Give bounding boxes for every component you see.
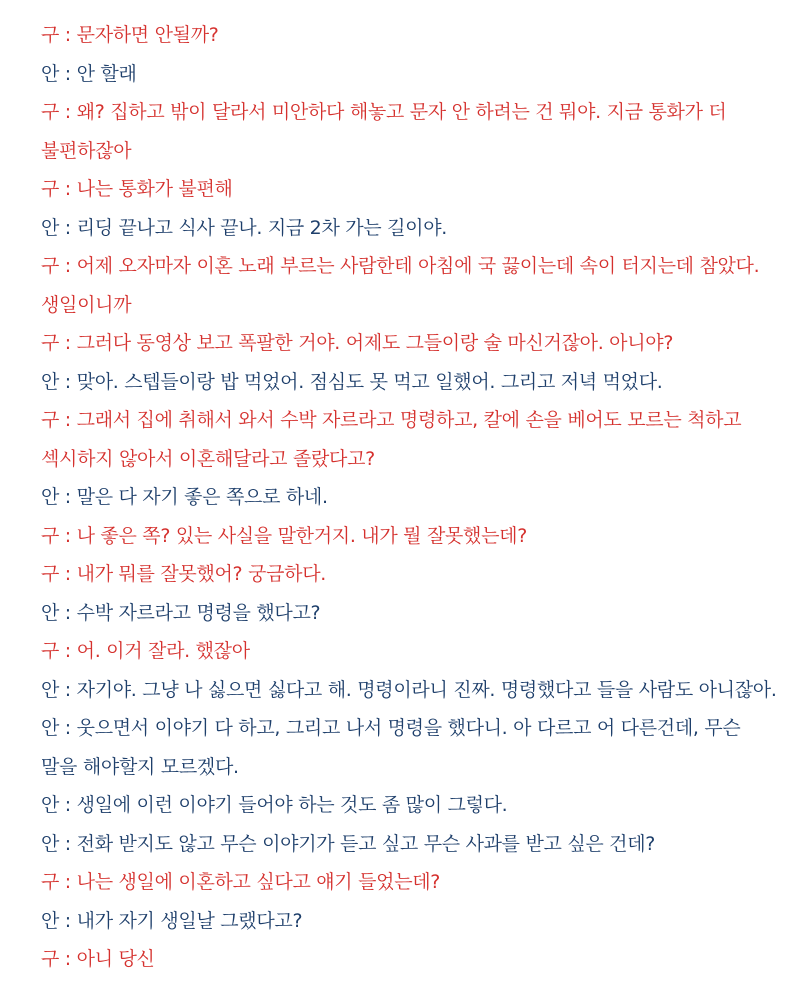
message-line: 구 : 문자하면 안될까? — [41, 24, 219, 46]
message-line: 구 : 아니 당신 — [41, 948, 155, 970]
message-line: 안 : 말은 다 자기 좋은 쪽으로 하네. — [41, 486, 328, 508]
message-line: 구 : 어제 오자마자 이혼 노래 부르는 사람한테 아침에 국 끓이는데 속이 터지는데 참았다. 생일이니까 — [41, 255, 760, 316]
message-line: 안 : 자기야. 그냥 나 싫으면 싫다고 해. 명령이라니 진짜. 명령했다고 들을 사람도 아니잖아. — [41, 678, 777, 701]
message-line: 구 : 그러다 동영상 보고 폭팔한 거야. 어제도 그들이랑 술 마신거잖아. 아니야? — [41, 332, 674, 354]
message-line: 구 : 나 좋은 쪽? 있는 사실을 말한거지. 내가 뭘 잘못했는데? — [41, 524, 527, 547]
chat-transcript — [41, 16, 781, 979]
message-line: 안 : 내가 자기 생일날 그랬다고? — [41, 909, 303, 932]
message-line: 구 : 어. 이거 잘라. 했잖아 — [41, 640, 250, 662]
message-line: 안 : 전화 받지도 않고 무슨 이야기가 듣고 싶고 무슨 사과를 받고 싶은 건데? — [41, 832, 656, 855]
message-line: 구 : 그래서 집에 취해서 와서 수박 자르라고 명령하고, 칼에 손을 베어도 모르는 척하고 섹시하지 않아서 이혼해달라고 졸랐다고? — [41, 409, 742, 470]
message-line: 안 : 맞아. 스텝들이랑 밥 먹었어. 점심도 못 먹고 일했어. 그리고 저녁 먹었다. — [41, 370, 663, 393]
message-line: 안 : 생일에 이런 이야기 들어야 하는 것도 좀 많이 그렇다. — [41, 794, 508, 816]
message-line: 구 : 나는 생일에 이혼하고 싶다고 얘기 들었는데? — [41, 871, 441, 893]
message-line: 안 : 수박 자르라고 명령을 했다고? — [41, 601, 321, 624]
message-line: 구 : 내가 뭐를 잘못했어? 궁금하다. — [41, 563, 327, 585]
message-line: 구 : 나는 통화가 불편해 — [41, 178, 233, 200]
message-line: 안 : 웃으면서 이야기 다 하고, 그리고 나서 명령을 했다니. 아 다르고 어 다른건데, 무슨 말을 해야할지 모르겠다. — [41, 717, 741, 778]
message-line: 구 : 왜? 집하고 밖이 달라서 미안하다 해놓고 문자 안 하려는 건 뭐야. 지금 통화가 더 불편하잖아 — [41, 101, 727, 162]
message-line: 안 : 리딩 끝나고 식사 끝나. 지금 2차 가는 길이야. — [41, 216, 447, 239]
message-line: 안 : 안 할래 — [41, 62, 137, 85]
